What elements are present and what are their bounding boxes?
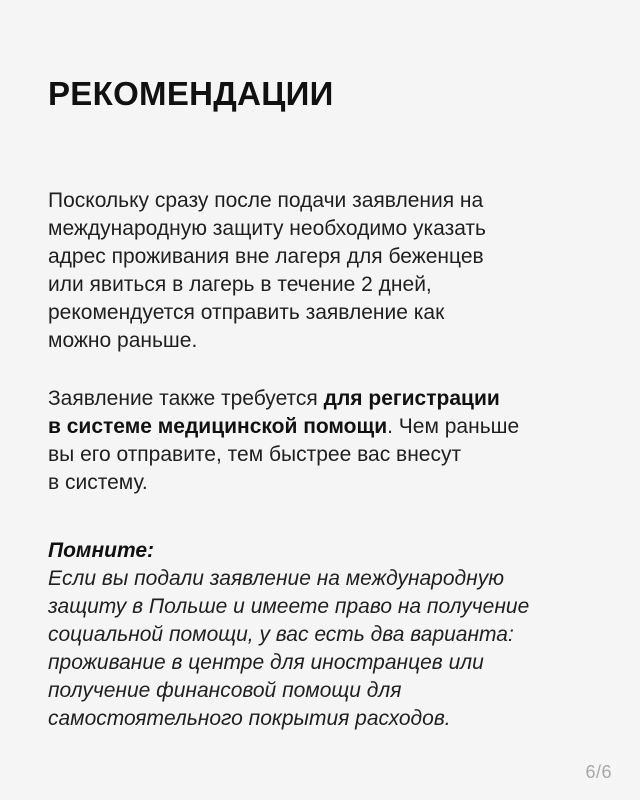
reminder-line: получение финансовой помощи для: [48, 679, 402, 702]
paragraph-line: рекомендуется отправить заявление как: [48, 301, 445, 324]
reminder-line: Если вы подали заявление на международную: [48, 567, 504, 590]
text-segment: в систему.: [48, 471, 148, 494]
paragraph-line: [48, 471, 148, 494]
paragraph-line: Поскольку сразу после подачи заявления на: [48, 189, 484, 212]
reminder-line: проживание в центре для иностранцев или: [48, 651, 484, 674]
paragraph-line: международную защиту необходимо указать: [48, 217, 486, 240]
reminder-line: самостоятельного покрытия расходов.: [48, 707, 451, 730]
paragraph-address-requirement: [48, 187, 608, 355]
paragraph-line: или явиться в лагерь в течение 2 дней,: [48, 273, 432, 296]
page-indicator: 6/6: [585, 762, 612, 782]
paragraph-line: адрес проживания вне лагеря для беженцев: [48, 245, 484, 268]
page-title: РЕКОМЕНДАЦИИ: [48, 75, 334, 112]
paragraph-medical-registration: [48, 385, 608, 497]
paragraph-line: [48, 387, 500, 410]
reminder-line: социальной помощи, у вас есть два варианта:: [48, 623, 514, 646]
emphasized-text: для регистрации: [323, 387, 500, 410]
reminder-title: Помните:: [48, 539, 155, 562]
paragraph-line: [48, 443, 461, 466]
reminder-note: [48, 537, 608, 733]
text-segment: Заявление также требуется: [48, 387, 324, 410]
text-segment: вы его отправите, тем быстрее вас внесут: [48, 443, 462, 466]
emphasized-text: в системе медицинской помощи: [48, 415, 388, 438]
paragraph-line: можно раньше.: [48, 329, 198, 352]
reminder-line: защиту в Польше и имеете право на получение: [48, 595, 530, 618]
reminder-text: [48, 565, 608, 733]
paragraph-line: [48, 415, 519, 438]
text-segment: . Чем раньше: [387, 415, 520, 438]
